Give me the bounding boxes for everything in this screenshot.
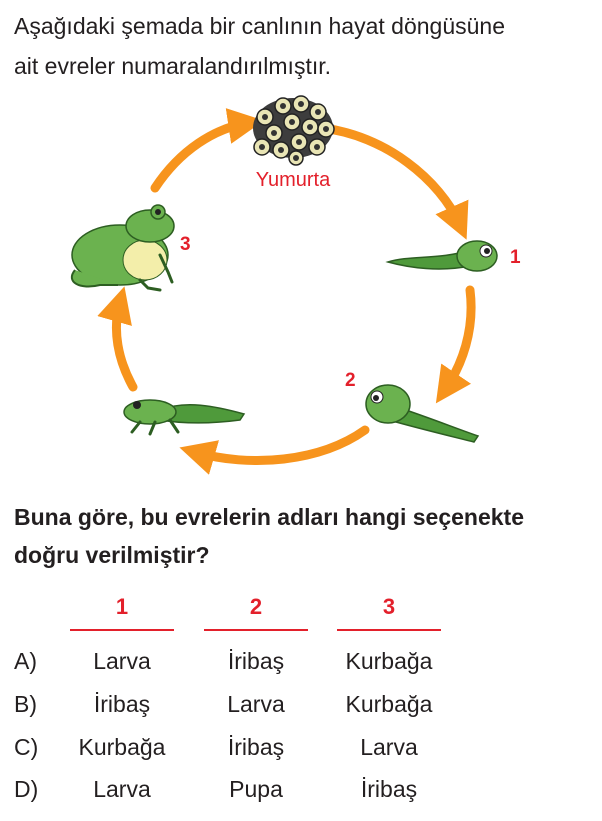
intro-line-2: ait evreler numaralandırılmıştır. <box>14 53 332 79</box>
option-letter: C) <box>14 734 39 760</box>
option-cell-2: Pupa <box>229 776 283 802</box>
column-underline-1 <box>70 629 174 631</box>
option-cell-1: Larva <box>93 648 151 674</box>
option-cell-2: İribaş <box>227 648 285 674</box>
arrow-3-to-egg <box>155 123 248 188</box>
option-letter: B) <box>14 691 37 717</box>
frog-icon <box>72 205 174 290</box>
column-underline-2 <box>204 629 308 631</box>
life-cycle-diagram <box>0 80 602 500</box>
option-cell-2: İribaş <box>227 734 285 760</box>
option-cell-3: Larva <box>360 734 418 760</box>
arrow-2-to-tadpole-legs <box>195 430 365 461</box>
option-cell-1: Larva <box>93 776 151 802</box>
egg-label: Yumurta <box>255 169 331 191</box>
option-cell-3: Kurbağa <box>345 691 433 717</box>
question-line-2: doğru verilmiştir? <box>14 542 210 568</box>
tadpole-with-legs-icon <box>124 400 244 434</box>
column-underline-3 <box>337 629 441 631</box>
question-text <box>14 498 599 574</box>
column-header-1: 1 <box>115 594 129 619</box>
column-header-3: 3 <box>382 594 396 619</box>
question-line-1: Buna göre, bu evrelerin adları hangi seçenekte <box>14 504 525 530</box>
option-cell-3: İribaş <box>360 776 418 802</box>
option-cell-2: Larva <box>227 691 285 717</box>
tadpole-icon <box>388 241 497 271</box>
arrow-egg-to-1 <box>322 128 460 225</box>
column-header-2: 2 <box>249 594 263 619</box>
egg-cluster-icon <box>253 96 334 165</box>
question-intro <box>14 6 594 86</box>
option-letter: A) <box>14 648 37 674</box>
stage-number-1: 1 <box>510 247 521 268</box>
option-cell-3: Kurbağa <box>345 648 433 674</box>
tadpole-stage-2-icon <box>366 385 478 442</box>
stage-number-3: 3 <box>180 234 191 255</box>
arrow-1-to-2 <box>445 290 471 390</box>
option-cell-1: Kurbağa <box>78 734 166 760</box>
option-cell-1: İribaş <box>93 691 151 717</box>
arrow-tadpole-legs-to-3 <box>116 302 133 387</box>
intro-line-1: Aşağıdaki şemada bir canlının hayat döngüsüne <box>14 13 505 39</box>
option-letter: D) <box>14 776 39 802</box>
stage-number-2: 2 <box>345 370 356 391</box>
